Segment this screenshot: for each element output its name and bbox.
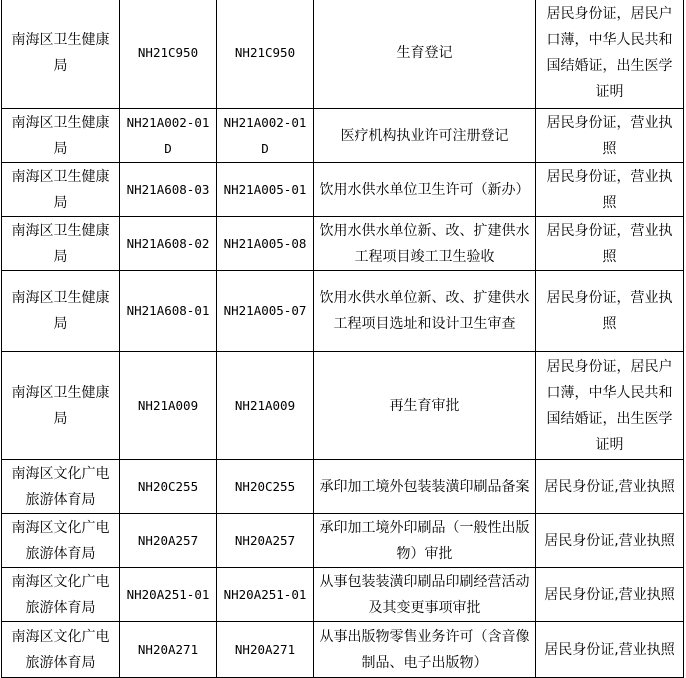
sub-item-code-cell: NH21A005-07	[217, 271, 314, 352]
sub-item-code-cell: NH20C255	[217, 460, 314, 514]
services-table	[1, 0, 684, 678]
sub-item-code-cell: NH20A257	[217, 514, 314, 568]
item-name-cell: 从事包装装潢印刷品印刷经营活动及其变更事项审批	[314, 568, 536, 622]
materials-cell: 居民身份证，营业执照	[536, 217, 684, 271]
table-row	[2, 109, 684, 163]
item-name-cell: 从事出版物零售业务许可（含音像制品、电子出版物）	[314, 622, 536, 678]
item-code-cell: NH21A608-01	[120, 271, 217, 352]
table-row	[2, 163, 684, 217]
table-row	[2, 0, 684, 109]
department-cell: 南海区文化广电旅游体育局	[2, 514, 120, 568]
item-name-cell: 承印加工境外包装装潢印刷品备案	[314, 460, 536, 514]
materials-cell: 居民身份证,营业执照	[536, 514, 684, 568]
sub-item-code-cell: NH21A009	[217, 352, 314, 460]
sub-item-code-cell: NH21A002-01D	[217, 109, 314, 163]
item-name-cell: 饮用水供水单位新、改、扩建供水工程项目选址和设计卫生审查	[314, 271, 536, 352]
item-code-cell: NH21A009	[120, 352, 217, 460]
item-code-cell: NH20C255	[120, 460, 217, 514]
item-name-cell: 承印加工境外印刷品（一般性出版物）审批	[314, 514, 536, 568]
item-code-cell: NH21A608-02	[120, 217, 217, 271]
department-cell: 南海区卫生健康局	[2, 352, 120, 460]
department-cell: 南海区卫生健康局	[2, 109, 120, 163]
department-cell: 南海区文化广电旅游体育局	[2, 622, 120, 678]
table-row	[2, 622, 684, 678]
table-row	[2, 460, 684, 514]
department-cell: 南海区卫生健康局	[2, 217, 120, 271]
department-cell: 南海区文化广电旅游体育局	[2, 568, 120, 622]
department-cell: 南海区卫生健康局	[2, 163, 120, 217]
materials-cell: 居民身份证，营业执照	[536, 163, 684, 217]
materials-cell: 居民身份证,营业执照	[536, 460, 684, 514]
materials-cell: 居民身份证，居民户口薄，中华人民共和国结婚证，出生医学证明	[536, 352, 684, 460]
table-row	[2, 514, 684, 568]
item-code-cell: NH21A002-01D	[120, 109, 217, 163]
item-code-cell: NH20A271	[120, 622, 217, 678]
table-row	[2, 217, 684, 271]
table-row	[2, 271, 684, 352]
sub-item-code-cell: NH21A005-08	[217, 217, 314, 271]
item-code-cell: NH20A251-01	[120, 568, 217, 622]
sub-item-code-cell: NH20A251-01	[217, 568, 314, 622]
sub-item-code-cell: NH21A005-01	[217, 163, 314, 217]
sub-item-code-cell: NH20A271	[217, 622, 314, 678]
materials-cell: 居民身份证,营业执照	[536, 622, 684, 678]
item-code-cell: NH20A257	[120, 514, 217, 568]
table-row	[2, 568, 684, 622]
item-name-cell: 生育登记	[314, 0, 536, 109]
materials-cell: 居民身份证，营业执照	[536, 271, 684, 352]
item-name-cell: 再生育审批	[314, 352, 536, 460]
item-name-cell: 医疗机构执业许可注册登记	[314, 109, 536, 163]
department-cell: 南海区文化广电旅游体育局	[2, 460, 120, 514]
item-code-cell: NH21C950	[120, 0, 217, 109]
department-cell: 南海区卫生健康局	[2, 271, 120, 352]
materials-cell: 居民身份证,营业执照	[536, 568, 684, 622]
sub-item-code-cell: NH21C950	[217, 0, 314, 109]
item-name-cell: 饮用水供水单位新、改、扩建供水工程项目竣工卫生验收	[314, 217, 536, 271]
table-row	[2, 352, 684, 460]
item-code-cell: NH21A608-03	[120, 163, 217, 217]
materials-cell: 居民身份证，营业执照	[536, 109, 684, 163]
department-cell: 南海区卫生健康局	[2, 0, 120, 109]
materials-cell: 居民身份证，居民户口薄，中华人民共和国结婚证，出生医学证明	[536, 0, 684, 109]
item-name-cell: 饮用水供水单位卫生许可（新办）	[314, 163, 536, 217]
